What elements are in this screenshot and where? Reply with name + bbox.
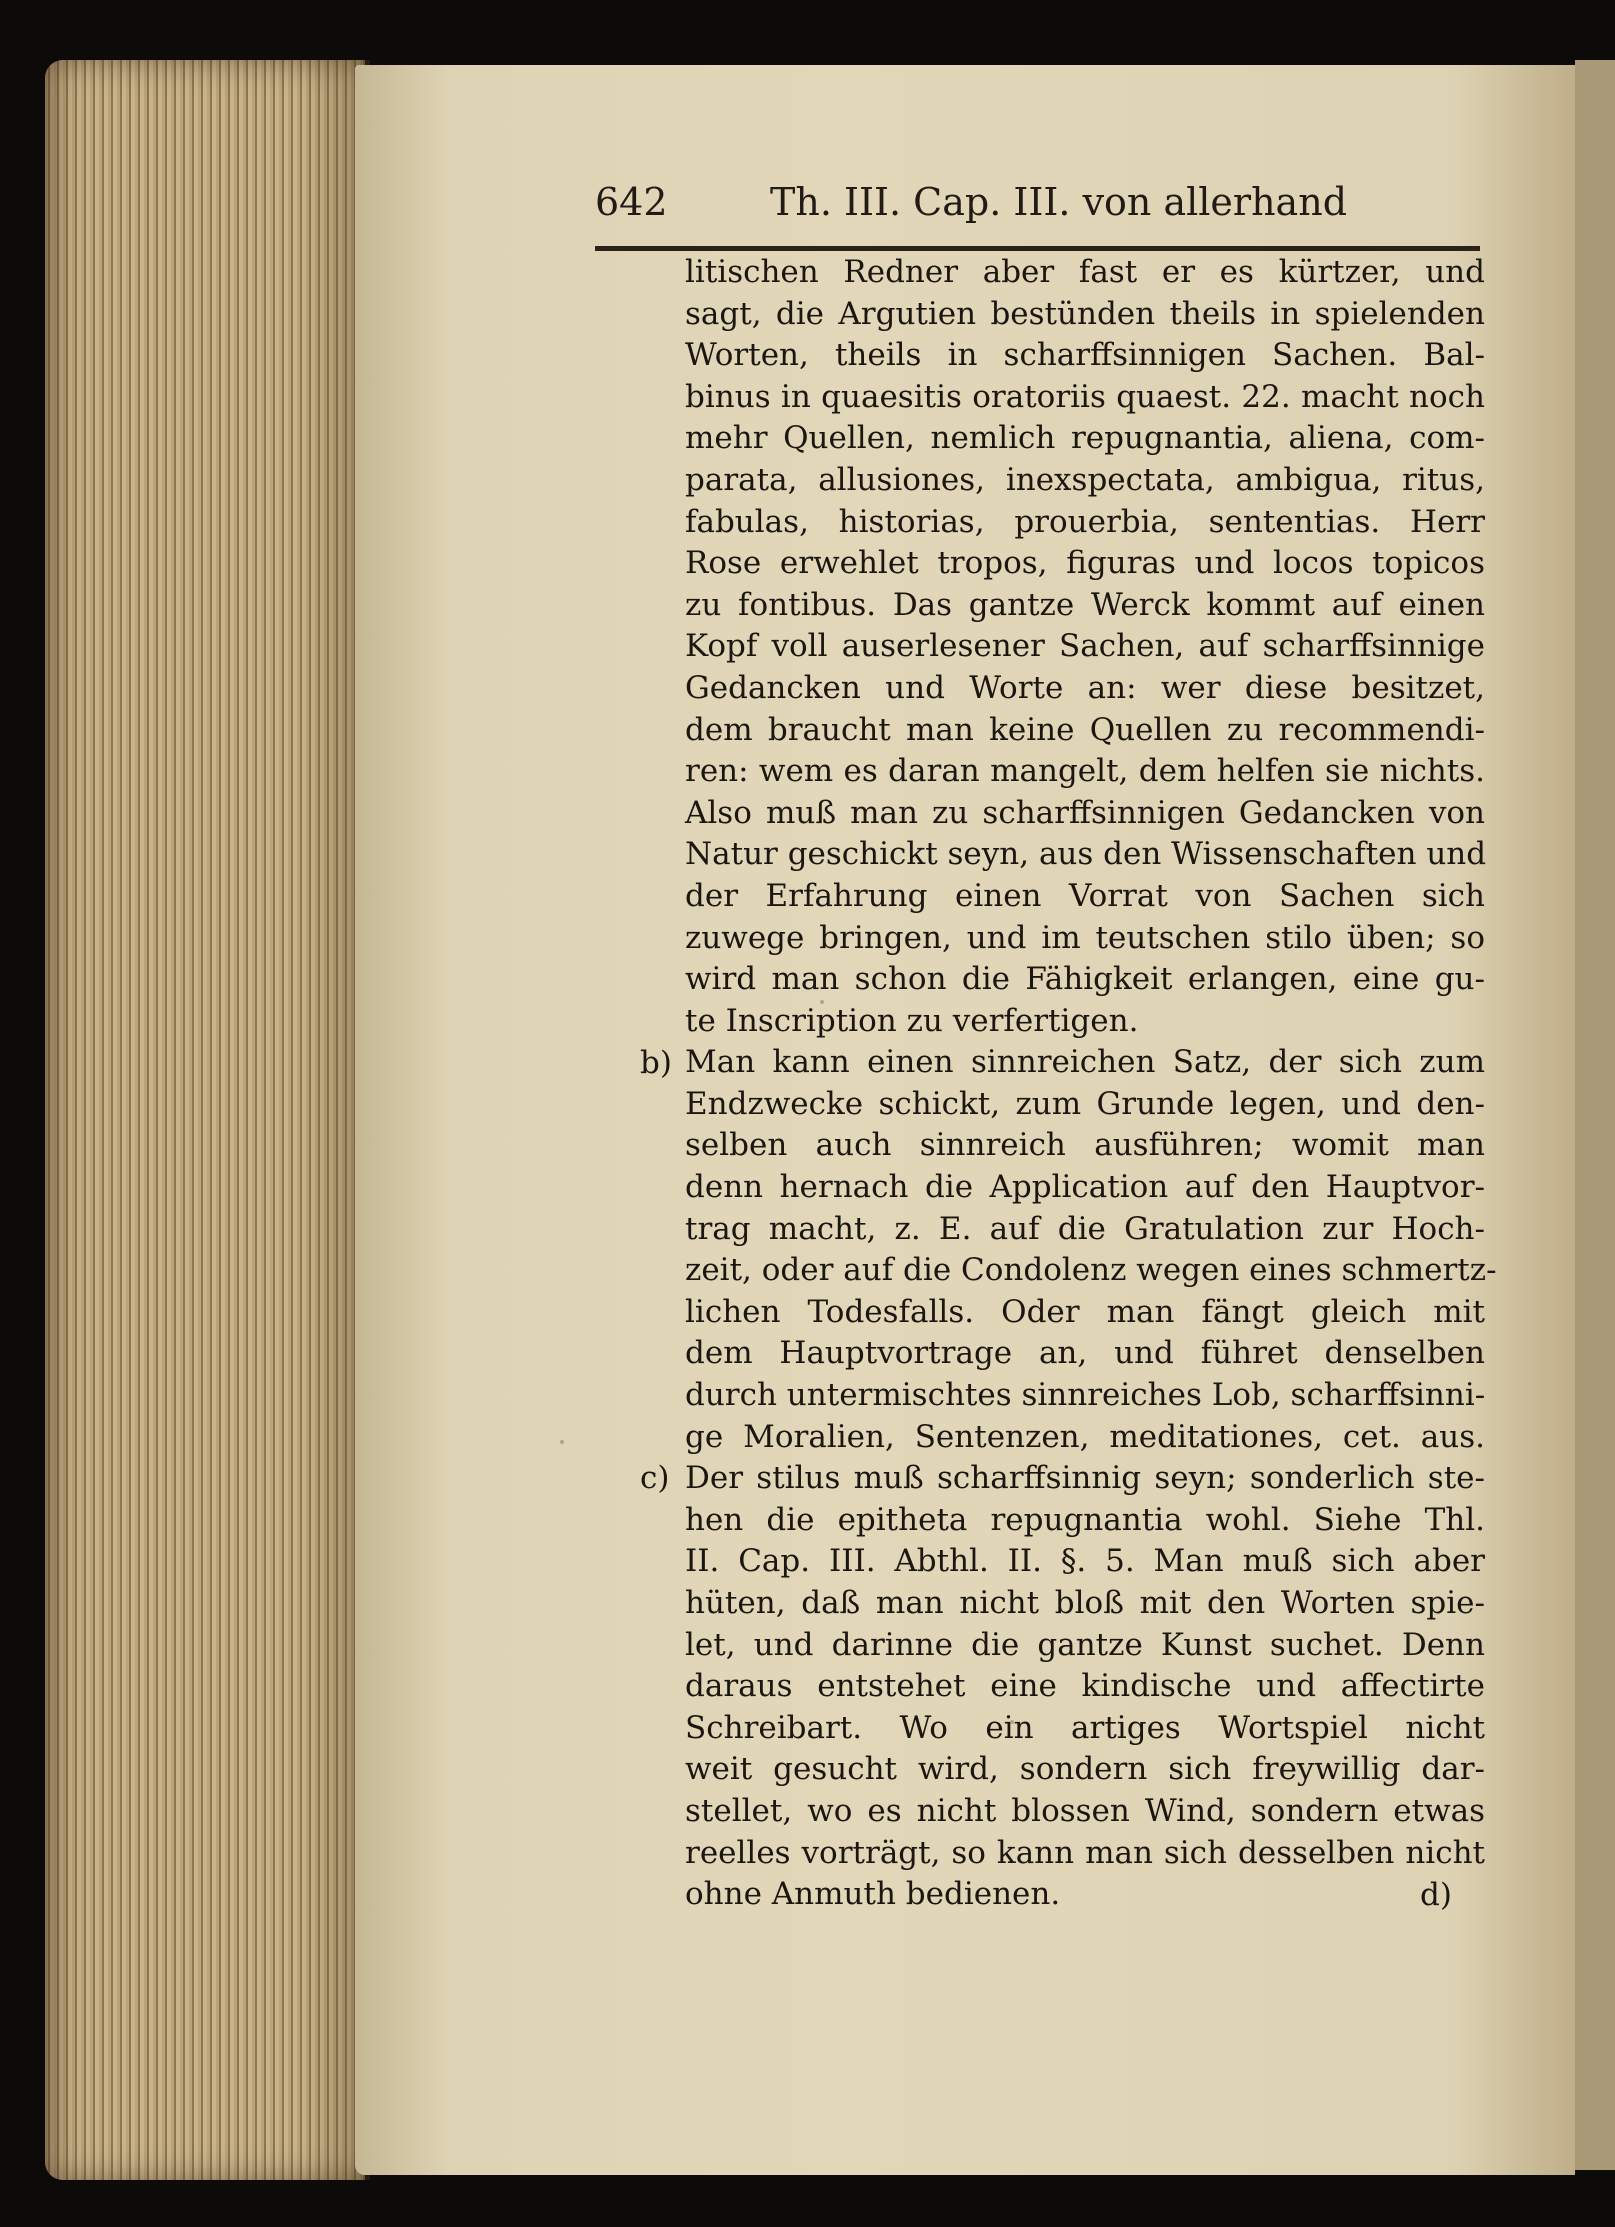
text-line: ren: wem es daran mangelt, dem helfen sie nichts. xyxy=(685,753,1485,790)
text-line: denn hernach die Application auf den Hauptvor- xyxy=(685,1169,1485,1206)
text-line: te Inscription zu verfertigen. xyxy=(685,1002,1139,1039)
text-line: II. Cap. III. Abthl. II. §. 5. Man muß sich aber xyxy=(685,1543,1485,1580)
text-line: mehr Quellen, nemlich repugnantia, aliena, com- xyxy=(685,420,1485,457)
text-line: ge Moralien, Sentenzen, meditationes, cet. aus. xyxy=(685,1418,1485,1455)
running-head xyxy=(595,180,1485,240)
text-line: Also muß man zu scharffsinnigen Gedancken von xyxy=(685,794,1485,831)
text-line: stellet, wo es nicht blossen Wind, sondern etwas xyxy=(685,1792,1485,1829)
text-line: Man kann einen sinnreichen Satz, der sich zum xyxy=(685,1044,1485,1081)
text-line: zuwege bringen, und im teutschen stilo üben; so xyxy=(685,919,1485,956)
text-line: Der stilus muß scharffsinnig seyn; sonderlich ste- xyxy=(685,1460,1485,1497)
text-line: lichen Todesfalls. Oder man fängt gleich mit xyxy=(685,1293,1485,1330)
text-line: hüten, daß man nicht bloß mit den Worten spie- xyxy=(685,1585,1485,1621)
section-marker-b: b) xyxy=(640,1045,672,1081)
paper-speck xyxy=(820,1000,824,1004)
text-line: Rose erwehlet tropos, figuras und locos topicos xyxy=(685,545,1485,582)
text-line: der Erfahrung einen Vorrat von Sachen sich xyxy=(685,877,1485,914)
text-line: litischen Redner aber fast er es kürtzer, und xyxy=(685,254,1485,290)
page-number: 642 xyxy=(595,180,668,224)
facing-page-edge xyxy=(1575,60,1615,2170)
section-marker-c: c) xyxy=(640,1460,670,1496)
text-line: sagt, die Argutien bestünden theils in spielenden xyxy=(685,295,1485,332)
text-line: Natur geschickt seyn, aus den Wissenschaften und xyxy=(685,836,1487,873)
text-line: wird man schon die Fähigkeit erlangen, eine gu- xyxy=(685,961,1485,998)
text-line: durch untermischtes sinnreiches Lob, scharffsinni- xyxy=(685,1377,1486,1414)
body-text xyxy=(685,252,1497,1916)
text-line: Worten, theils in scharffsinnigen Sachen. Bal- xyxy=(685,337,1485,374)
text-line: weit gesucht wird, sondern sich freywillig dar- xyxy=(685,1751,1485,1788)
header-rule xyxy=(595,246,1480,251)
text-line: ohne Anmuth bedienen. xyxy=(685,1876,1061,1913)
text-line: trag macht, z. E. auf die Gratulation zur Hoch- xyxy=(685,1210,1485,1247)
text-line: selben auch sinnreich ausführen; womit man xyxy=(685,1127,1485,1164)
text-line: zeit, oder auf die Condolenz wegen eines schmertz- xyxy=(685,1252,1497,1289)
text-line: fabulas, historias, prouerbia, sententias. Herr xyxy=(685,503,1485,540)
text-line: let, und darinne die gantze Kunst suchet. Denn xyxy=(685,1626,1485,1663)
text-line: daraus entstehet eine kindische und affectirte xyxy=(685,1668,1485,1705)
text-line: binus in quaesitis oratoriis quaest. 22. macht noch xyxy=(685,378,1485,415)
text-line: Gedancken und Worte an: wer diese besitzet, xyxy=(685,669,1485,706)
running-head-title: Th. III. Cap. III. von allerhand xyxy=(770,180,1348,224)
text-line: hen die epitheta repugnantia wohl. Siehe Thl. xyxy=(685,1501,1485,1538)
paper-speck xyxy=(560,1440,564,1444)
text-line: Schreibart. Wo ein artiges Wortspiel nicht xyxy=(685,1709,1485,1746)
text-line: dem Hauptvortrage an, und führet denselben xyxy=(685,1335,1485,1372)
text-line: Endzwecke schickt, zum Grunde legen, und den- xyxy=(685,1085,1485,1122)
text-line: parata, allusiones, inexspectata, ambigua, ritus, xyxy=(685,461,1485,498)
paper-speck xyxy=(1010,1720,1014,1724)
catchword: d) xyxy=(1420,1877,1452,1913)
text-line: Kopf voll auserlesener Sachen, auf scharffsinnige xyxy=(685,628,1485,665)
text-line: dem braucht man keine Quellen zu recommendi- xyxy=(685,711,1485,748)
text-line: reelles vorträgt, so kann man sich desselben nicht xyxy=(685,1834,1485,1871)
text-line: zu fontibus. Das gantze Werck kommt auf einen xyxy=(685,586,1485,623)
